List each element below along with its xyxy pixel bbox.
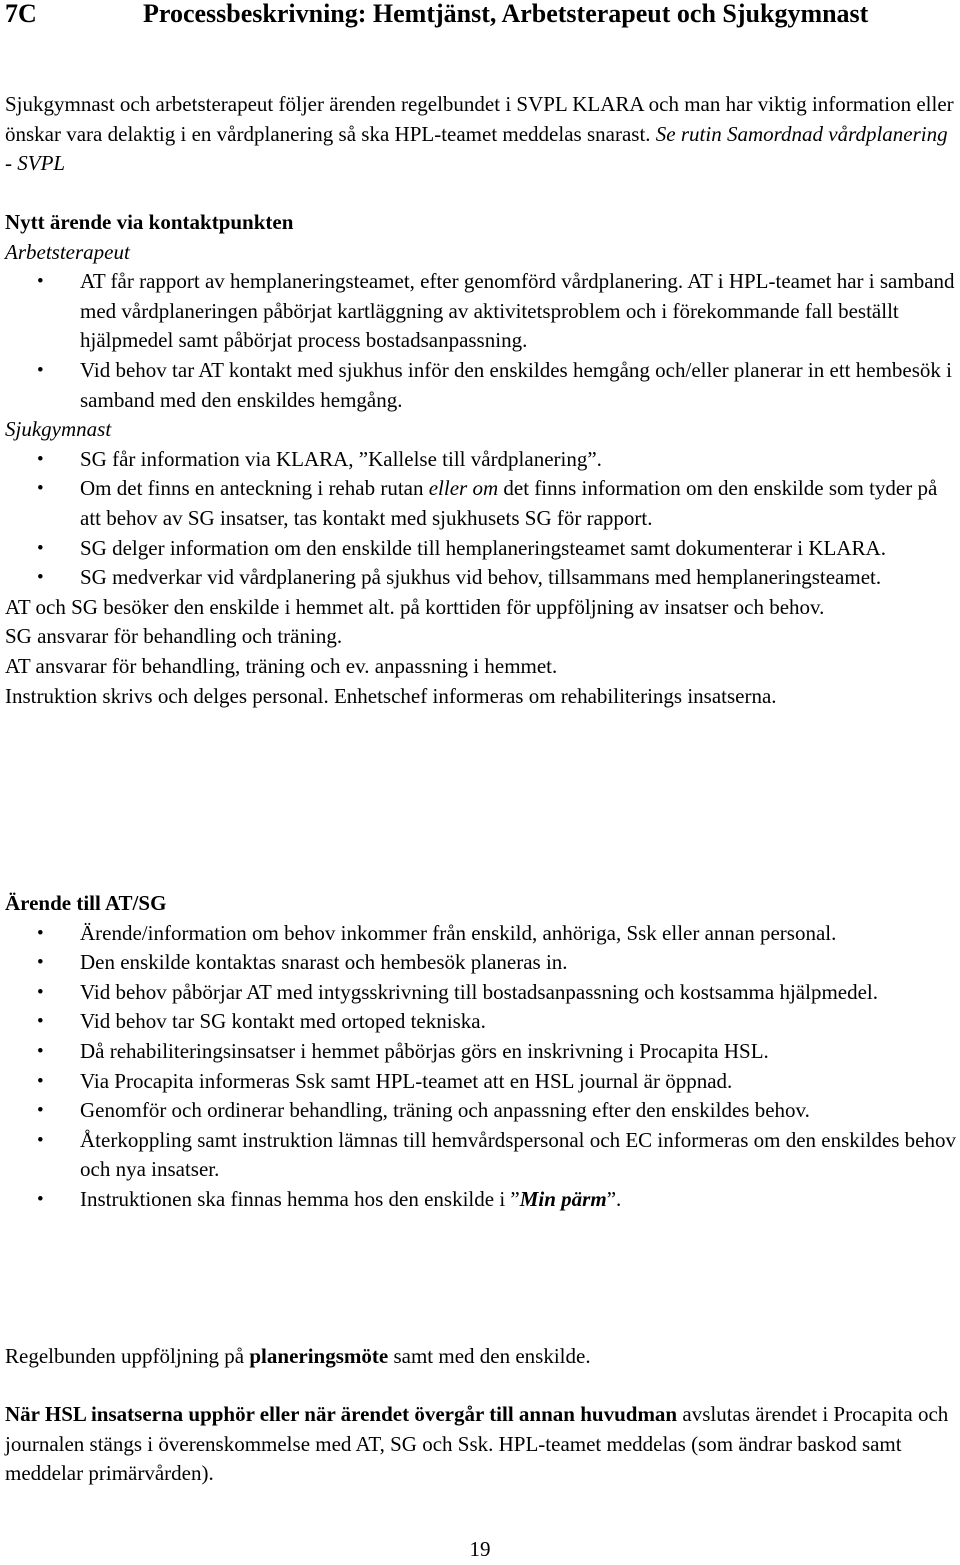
- at-list: [5, 267, 957, 415]
- list-item: • Genomför och ordinerar behandling, träning och anpassning efter den enskildes behov.: [5, 1096, 957, 1126]
- list-item: • SG medverkar vid vårdplanering på sjukhus vid behov, tillsammans med hemplaneringsteamet.: [5, 563, 957, 593]
- followup-b: samt med den enskilde.: [388, 1344, 591, 1368]
- list-item: • SG delger information om den enskilde till hemplaneringsteamet samt dokumenterar i KLARA.: [5, 534, 957, 564]
- list-item: [5, 474, 957, 533]
- section2-heading: Ärende till AT/SG: [5, 891, 167, 915]
- closing-line: SG ansvarar för behandling och träning.: [5, 624, 343, 649]
- at-label: Arbetsterapeut: [5, 239, 130, 264]
- ending-rest: avslutas ärendet i Procapita och journalen stängs i överenskommelse med AT, SG och Ssk. HPL-teamet meddelas (som ändrar baskod samt meddelar primärvården).: [5, 1402, 949, 1486]
- last-item-b: ”.: [606, 1186, 622, 1211]
- list-item: • Ärende/information om behov inkommer från enskild, anhöriga, Ssk eller annan personal.: [5, 919, 957, 949]
- section1-heading: Nytt ärende via kontaktpunkten: [5, 210, 294, 234]
- sg-label: Sjukgymnast: [5, 417, 112, 442]
- list-item: • Vid behov tar SG kontakt med ortoped tekniska.: [5, 1007, 957, 1037]
- last-item-a: Instruktionen ska finnas hemma hos den enskilde i ”: [80, 1186, 520, 1211]
- intro-text: Sjukgymnast och arbetsterapeut följer ärenden regelbundet i SVPL KLARA och man har viktig information eller önskar vara delaktig i en vårdplanering så ska HPL-teamet meddelas snarast.: [5, 92, 954, 146]
- intro-reference: Se rutin Samordnad vårdplanering - SVPL: [5, 121, 948, 176]
- page-title: Processbeskrivning: Hemtjänst, Arbetsterapeut och Sjukgymnast: [143, 0, 869, 28]
- closing-line: AT ansvarar för behandling, träning och ev. anpassning i hemmet.: [5, 653, 558, 678]
- section-number: 7C: [5, 0, 37, 28]
- followup-a: Regelbunden uppföljning på: [5, 1344, 250, 1368]
- followup-bold: planeringsmöte: [249, 1344, 389, 1368]
- list-item: • AT får rapport av hemplaneringsteamet, efter genomförd vårdplanering. AT i HPL-teamet har i samband med vårdplaneringen påbörjat kartläggning av aktivitetsproblem och i förekommande fall beställt hjälpmedel samt påbörjat process bostadsanpassning.: [5, 267, 957, 356]
- closing-line: Instruktion skrivs och delges personal. Enhetschef informeras om rehabiliterings insatserna.: [5, 683, 777, 708]
- list-item: • SG får information via KLARA, ”Kallelse till vårdplanering”.: [5, 445, 957, 475]
- list-item: • Via Procapita informeras Ssk samt HPL-teamet att en HSL journal är öppnad.: [5, 1067, 957, 1097]
- followup-paragraph: [5, 1342, 957, 1372]
- list-item: • Vid behov tar AT kontakt med sjukhus inför den enskildes hemgång och/eller planerar in ett hembesök i samband med den enskildes hemgång.: [5, 356, 957, 415]
- list-item: • Den enskilde kontaktas snarast och hembesök planeras in.: [5, 948, 957, 978]
- sg-list: [5, 445, 957, 593]
- closing-line: AT och SG besöker den enskilde i hemmet alt. på korttiden för uppföljning av insatser och behov.: [5, 594, 825, 619]
- list-item: [5, 1185, 957, 1215]
- list-item: • Då rehabiliteringsinsatser i hemmet påbörjas görs en inskrivning i Procapita HSL.: [5, 1037, 957, 1067]
- section-new-case: [5, 208, 957, 711]
- page-number: 19: [469, 1537, 491, 1561]
- sg-item2-em: eller om: [428, 476, 499, 501]
- list-item: • Återkoppling samt instruktion lämnas till hemvårdspersonal och EC informeras om den enskildes behov och nya insatser.: [5, 1126, 957, 1185]
- sg-item2-b: det finns information om den enskilde som tyder på att behov av SG insatser, tas kontakt med sjukhusets SG för rapport.: [80, 476, 938, 530]
- ending-bold: När HSL insatserna upphör eller när ärendet övergår till annan huvudman: [5, 1402, 678, 1426]
- case-list: [5, 919, 957, 1215]
- section-case-to-at-sg: [5, 889, 957, 1215]
- list-item: • Vid behov påbörjar AT med intygsskrivning till bostadsanpassning och kostsamma hjälpmedel.: [5, 978, 957, 1008]
- intro-paragraph: [5, 90, 957, 179]
- ending-paragraph: [5, 1400, 957, 1489]
- sg-item2-a: Om det finns en anteckning i rehab rutan: [80, 476, 429, 501]
- last-item-em: Min pärm: [519, 1186, 607, 1211]
